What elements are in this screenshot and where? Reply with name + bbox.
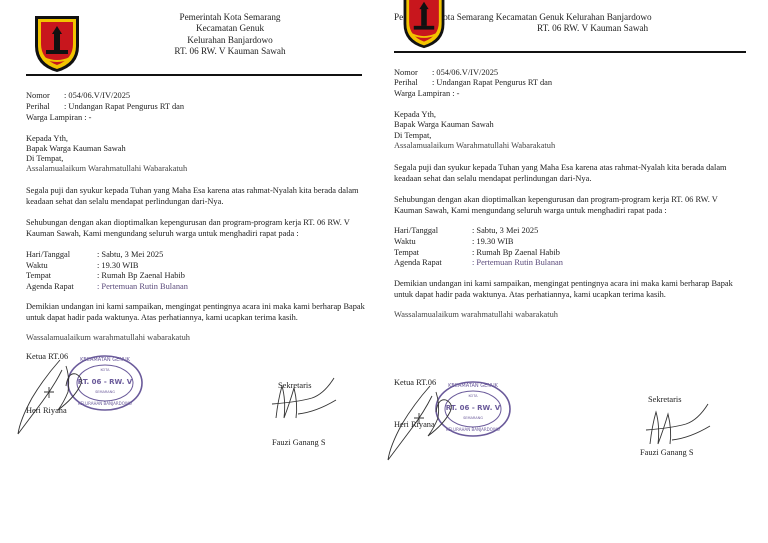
detail-label: Hari/Tanggal [26, 250, 71, 259]
paragraph-2: Sehubungan dengan akan dioptimalkan kepengurusan dan program-program kerja RT. 06 RW. V Kauman Sawah, Kami mengundang seluruh warga untuk menghadiri rapat pada : [26, 218, 350, 238]
lampiran-line: Warga Lampiran : - [394, 89, 460, 98]
letterhead-line-3: Kelurahan Banjardowo [187, 34, 273, 45]
perihal-label: Perihal [26, 102, 50, 111]
paragraph-1: Segala puji dan syukur kepada Tuhan yang Maha Esa karena atas rahmat-Nyalah kita berada dalam keadaan sehat dan selalu mendapat perlindungan dari-Nya. [394, 163, 727, 183]
closing: Wassalamualaikum warahmatullahi wabarakatuh [394, 310, 558, 319]
ketua-signature [14, 358, 104, 438]
paragraph-1: Segala puji dan syukur kepada Tuhan yang Maha Esa karena atas rahmat-Nyalah kita berada dalam keadaan sehat dan selalu mendapat perlindungan dari-Nya. [26, 186, 359, 206]
stamp-top-text: KECAMATAN GENUK [448, 383, 498, 389]
detail-label: Tempat [394, 248, 419, 257]
closing: Wassalamualaikum warahmatullahi wabarakatuh [26, 333, 190, 342]
kepada-yth: Kepada Yth, [26, 134, 69, 143]
nomor-value: : 054/06.V/IV/2025 [64, 91, 131, 100]
letterhead-line-4: RT. 06 RW. V Kauman Sawah [174, 46, 286, 57]
city-emblem-logo [32, 14, 82, 74]
letterhead-line-2: Kecamatan Genuk [195, 23, 265, 34]
paragraph-2: Sehubungan dengan akan dioptimalkan kepengurusan dan program-program kerja RT. 06 RW. V Kauman Sawah, Kami mengundang seluruh warga untuk menghadiri rapat pada : [394, 195, 718, 215]
city-emblem-logo [400, 0, 448, 50]
detail-label: Waktu [26, 261, 48, 270]
paragraph-3: Demikian undangan ini kami sampaikan, mengingat pentingnya acara ini maka kami berharap Bapak untuk dapat hadir pada waktunya. Atas perhatiannya, kami ucapkan terima kasih. [394, 279, 733, 299]
greeting: Assalamualaikum Warahmatullahi Wabarakatuh [26, 164, 188, 173]
stamp-center-text: RT. 06 - RW. V [445, 404, 501, 412]
letterhead-right-line-1 [394, 12, 652, 23]
sekretaris-title: Sekretaris [648, 395, 682, 404]
greeting: Assalamualaikum Warahmatullahi Wabarakatuh [394, 141, 556, 150]
letterhead-line-1: Pemerintah Kota Semarang [179, 12, 281, 22]
sekretaris-name: Fauzi Ganang S [272, 438, 326, 447]
detail-label: Waktu [394, 237, 416, 246]
stamp-city: SEMARANG [463, 416, 483, 420]
sekretaris-signature [642, 400, 714, 450]
ketua-name: Heri Riyana [394, 420, 435, 429]
paragraph-3: Demikian undangan ini kami sampaikan, mengingat pentingnya acara ini maka kami berharap Bapak untuk dapat hadir pada waktunya. Atas perhatiannya, kami ucapkan terima kasih. [26, 302, 365, 322]
sekretaris-name: Fauzi Ganang S [640, 448, 694, 457]
detail-value: : 19.30 WIB [97, 261, 139, 270]
perihal-value: : Undangan Rapat Pengurus RT dan [64, 102, 185, 111]
detail-value: : Pertemuan Rutin Bulanan [97, 282, 188, 291]
ketua-title: Ketua RT.06 [26, 352, 69, 361]
letterhead-rule [394, 51, 746, 53]
nomor-value: : 054/06.V/IV/2025 [432, 68, 499, 77]
detail-value: : Pertemuan Rutin Bulanan [472, 258, 563, 267]
ketua-title: Ketua RT.06 [394, 378, 437, 387]
detail-label: Hari/Tanggal [394, 226, 439, 235]
perihal-label: Perihal [394, 78, 418, 87]
recipient: Bapak Warga Kauman Sawah [26, 144, 126, 153]
letterhead-prefix: Pe [394, 12, 404, 22]
sekretaris-title: Sekretaris [278, 381, 312, 390]
stamp-city: SEMARANG [95, 390, 115, 394]
letter-right [384, 0, 768, 543]
stamp-top-text: KECAMATAN GENUK [80, 357, 130, 363]
stamp-center-text: RT. 06 - RW. V [77, 378, 133, 386]
letterhead-right-line-2: RT. 06 RW. V Kauman Sawah [537, 23, 649, 33]
place: Di Tempat, [26, 154, 64, 163]
stamp-bottom-text: KELURAHAN BANJARDOWO [78, 401, 132, 406]
stamp-bottom-text: KELURAHAN BANJARDOWO [446, 427, 500, 432]
letterhead-rest: ota Semarang Kecamatan Genuk Kelurahan Banjardowo [443, 12, 652, 22]
lampiran-line: Warga Lampiran : - [26, 113, 92, 122]
detail-value: : 19.30 WIB [472, 237, 514, 246]
sekretaris-signature [268, 374, 340, 424]
detail-label: Agenda Rapat [26, 282, 74, 291]
kepada-yth: Kepada Yth, [394, 110, 437, 119]
perihal-value: : Undangan Rapat Pengurus RT dan [432, 78, 553, 87]
detail-value: : Sabtu, 3 Mei 2025 [472, 226, 539, 235]
detail-label: Agenda Rapat [394, 258, 442, 267]
nomor-label: Nomor [26, 91, 50, 100]
stamp-kota: KOTA [100, 368, 110, 372]
detail-value: : Rumah Bp Zaenal Habib [472, 248, 560, 257]
ketua-name: Heri Riyana [26, 406, 67, 415]
detail-value: : Sabtu, 3 Mei 2025 [97, 250, 164, 259]
stamp-kota: KOTA [468, 394, 478, 398]
nomor-label: Nomor [394, 68, 418, 77]
detail-label: Tempat [26, 271, 51, 280]
place: Di Tempat, [394, 131, 432, 140]
letterhead-left [120, 12, 340, 58]
detail-value: : Rumah Bp Zaenal Habib [97, 271, 185, 280]
letterhead-rule [26, 74, 362, 76]
recipient: Bapak Warga Kauman Sawah [394, 120, 494, 129]
